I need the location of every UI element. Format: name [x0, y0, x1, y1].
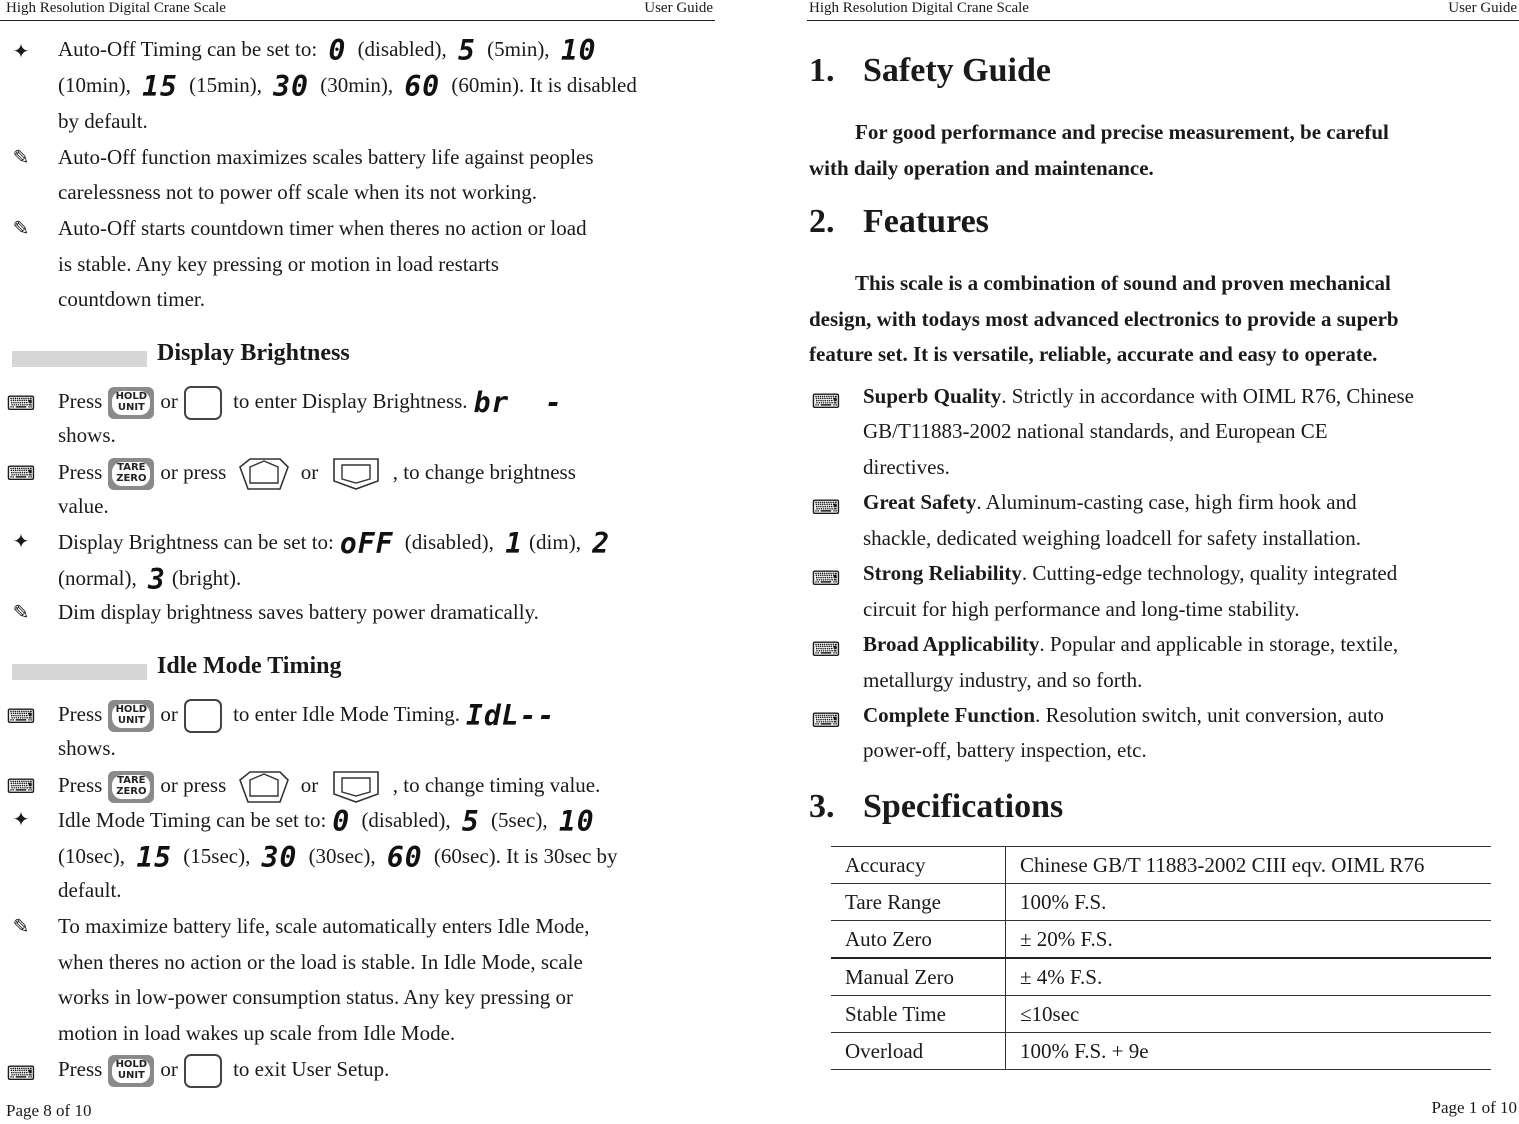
star-icon: ✦	[12, 39, 30, 63]
section-title: Idle Mode Timing	[157, 653, 342, 679]
tare-label: TARE	[117, 775, 146, 787]
tare-zero-label	[112, 775, 150, 799]
spec-key: Accuracy	[831, 847, 1006, 884]
feature-name: Complete Function	[863, 703, 1036, 727]
feature-item	[863, 631, 1398, 657]
autooff-line1	[58, 36, 603, 66]
enter-text: to enter Idle Mode Timing.	[233, 702, 461, 726]
autooff-t5: (5min),	[487, 37, 550, 61]
page-footer: Page 1 of 10	[1431, 1098, 1517, 1117]
feature-desc: . Cutting-edge technology, quality integrated	[1021, 561, 1398, 585]
change-text: , to change brightness	[392, 460, 576, 484]
idle-note3: works in low-power consumption status. Any key pressing or	[58, 985, 574, 1009]
brightness-shows: shows.	[58, 423, 116, 447]
spec-key: Auto Zero	[831, 921, 1006, 959]
keyboard-icon: ⌨	[6, 774, 36, 798]
tare-zero-button[interactable]	[108, 458, 154, 490]
or-text: or	[160, 1057, 178, 1081]
page-header	[0, 0, 715, 21]
specifications-table	[831, 846, 1491, 1070]
header-title: High Resolution Digital Crane Scale	[809, 0, 1029, 16]
header-title: High Resolution Digital Crane Scale	[6, 0, 226, 16]
feature-desc: . Resolution switch, unit conversion, auto	[1035, 703, 1384, 727]
header-guide: User Guide	[644, 0, 713, 16]
idle-press-line	[58, 697, 561, 731]
press-text: Press	[58, 389, 103, 413]
idle-t0: (disabled),	[361, 808, 451, 832]
idle-change-line	[58, 767, 600, 803]
heading-specifications	[809, 788, 1063, 826]
keyboard-icon: ⌨	[6, 461, 36, 485]
seg-digit: 0	[328, 34, 347, 68]
hold-unit-label	[112, 1059, 150, 1083]
pen-icon: ✎	[12, 216, 30, 240]
or-text: or	[300, 773, 319, 797]
brightness-setto-line	[58, 526, 616, 561]
brightness-dim-note: Dim display brightness saves battery power dramatically.	[58, 600, 539, 624]
feature-line: power-off, battery inspection, etc.	[863, 738, 1147, 762]
idle-t10: (10sec),	[58, 844, 126, 868]
spec-value: ± 4% F.S.	[1006, 958, 1492, 996]
idle-t30: (30sec),	[308, 844, 376, 868]
pen-icon: ✎	[12, 145, 30, 169]
idle-t5: (5sec),	[491, 808, 548, 832]
para-line: feature set. It is versatile, reliable, accurate and easy to operate.	[809, 342, 1378, 366]
feature-desc: . Strictly in accordance with OIML R76, Chinese	[1001, 384, 1415, 408]
keyboard-icon: ⌨	[811, 637, 841, 661]
autooff-t15: (15min),	[189, 73, 263, 97]
table-row	[831, 921, 1491, 959]
star-icon: ✦	[12, 807, 30, 831]
spec-key: Stable Time	[831, 996, 1006, 1033]
autooff-t60: (60min). It is disabled	[451, 73, 637, 97]
brightness-setto-line2	[58, 562, 242, 597]
keyboard-icon: ⌨	[6, 391, 36, 415]
feature-item	[863, 560, 1397, 586]
seg-digit: 1	[505, 527, 524, 561]
safety-paragraph	[809, 115, 1509, 186]
zero-label: ZERO	[116, 473, 147, 485]
section-title: Display Brightness	[157, 340, 350, 366]
seg-digit: 10	[558, 805, 595, 839]
normal-text: (normal),	[58, 566, 137, 590]
heading-number: 2.	[809, 203, 835, 240]
idle-t15: (15sec),	[183, 844, 251, 868]
left-page	[0, 0, 715, 1124]
feature-item	[863, 383, 1414, 409]
right-page	[807, 0, 1519, 1124]
spec-value: 100% F.S.	[1006, 884, 1492, 921]
up-arrow-button-icon[interactable]	[236, 770, 292, 804]
tare-zero-button[interactable]	[108, 771, 154, 803]
disabled-text: (disabled),	[404, 530, 494, 554]
para-line: design, with todays most advanced electronics to provide a superb	[809, 306, 1399, 331]
idle-note4: motion in load wakes up scale from Idle Mode.	[58, 1021, 456, 1045]
seg-code: br -	[473, 386, 563, 420]
unit-label: UNIT	[117, 402, 145, 414]
seg-digit: 15	[136, 841, 173, 875]
blank-button[interactable]	[184, 699, 222, 733]
seg-digit: 10	[560, 34, 597, 68]
autooff-note2c: countdown timer.	[58, 287, 205, 311]
section-bar	[12, 664, 147, 680]
seg-digit: 60	[386, 841, 423, 875]
seg-off: oFF	[339, 527, 394, 561]
idle-note1: To maximize battery life, scale automatically enters Idle Mode,	[58, 914, 590, 938]
hold-unit-button[interactable]	[108, 700, 154, 732]
up-arrow-button-icon[interactable]	[236, 457, 292, 491]
page-footer: Page 8 of 10	[6, 1101, 92, 1120]
para-line: with daily operation and maintenance.	[809, 155, 1154, 180]
autooff-note1b: carelessness not to power off scale when its not working.	[58, 180, 538, 204]
autooff-t30: (30min),	[320, 73, 394, 97]
idle-shows: shows.	[58, 736, 116, 760]
seg-digit: 3	[147, 563, 166, 597]
bright-text: (bright).	[171, 566, 242, 590]
seg-code: IdL--	[466, 699, 556, 733]
spec-value: ≤10sec	[1006, 996, 1492, 1033]
seg-digit: 5	[458, 34, 476, 68]
hold-unit-button[interactable]	[108, 387, 154, 419]
seg-digit: 30	[261, 841, 298, 875]
enter-text: to enter Display Brightness.	[233, 389, 468, 413]
exit-line	[58, 1052, 389, 1086]
seg-digit: 5	[461, 805, 480, 839]
feature-line: metallurgy industry, and so forth.	[863, 668, 1143, 692]
tare-label: TARE	[117, 462, 146, 474]
spec-value: ± 20% F.S.	[1006, 921, 1492, 959]
or-press-text: or press	[160, 460, 227, 484]
para-line: For good performance and precise measurement, be careful	[855, 120, 1389, 144]
press-text: Press	[58, 773, 103, 797]
or-press-text: or press	[160, 773, 227, 797]
brightness-value-text: value.	[58, 494, 109, 518]
unit-label: UNIT	[117, 715, 145, 727]
change-text: , to change timing value.	[392, 773, 601, 797]
dim-text: (dim),	[529, 530, 581, 554]
section-bar	[12, 351, 147, 367]
seg-digit: 2	[592, 527, 611, 561]
section-display-brightness	[12, 342, 412, 370]
feature-desc: . Aluminum-casting case, high firm hook and	[976, 490, 1357, 514]
table-row	[831, 996, 1491, 1033]
spec-key: Manual Zero	[831, 958, 1006, 996]
seg-digit: 15	[142, 70, 178, 104]
heading-number: 3.	[809, 788, 835, 825]
header-guide: User Guide	[1448, 0, 1517, 16]
blank-button[interactable]	[184, 386, 222, 420]
feature-name: Broad Applicability	[863, 632, 1040, 656]
autooff-note1a: Auto-Off function maximizes scales battery life against peoples	[58, 145, 594, 169]
autooff-t10: (10min),	[58, 73, 131, 97]
setto-text: Idle Mode Timing can be set to:	[58, 808, 327, 832]
press-text: Press	[58, 702, 103, 726]
page-header	[807, 0, 1519, 21]
tare-zero-label	[112, 462, 150, 486]
keyboard-icon: ⌨	[811, 495, 841, 519]
table-row	[831, 1033, 1491, 1070]
autooff-note2b: is stable. Any key pressing or motion in load restarts	[58, 252, 499, 276]
table-row	[831, 884, 1491, 921]
or-text: or	[160, 702, 178, 726]
hold-unit-label	[112, 704, 150, 728]
unit-label: UNIT	[117, 1070, 145, 1082]
feature-item	[863, 489, 1357, 515]
para-line: This scale is a combination of sound and proven mechanical	[855, 271, 1391, 295]
keyboard-icon: ⌨	[811, 708, 841, 732]
pen-icon: ✎	[12, 914, 30, 938]
features-paragraph	[809, 266, 1509, 373]
heading-features	[809, 203, 989, 241]
feature-name: Superb Quality	[863, 384, 1002, 408]
autooff-line3: by default.	[58, 109, 148, 133]
star-icon: ✦	[12, 529, 30, 553]
feature-item	[863, 702, 1384, 728]
seg-digit: 60	[404, 70, 441, 104]
brightness-change-line	[58, 454, 576, 490]
autooff-t0: (disabled),	[357, 37, 447, 61]
feature-line: circuit for high performance and long-time stability.	[863, 597, 1300, 621]
pen-icon: ✎	[12, 600, 30, 624]
hold-label: HOLD	[115, 1059, 148, 1071]
hold-label: HOLD	[115, 391, 148, 403]
autooff-text: Auto-Off Timing can be set to:	[58, 37, 323, 61]
down-arrow-button-icon[interactable]	[328, 457, 384, 491]
section-idle-mode	[12, 655, 412, 683]
hold-unit-button[interactable]	[108, 1055, 154, 1087]
press-text: Press	[58, 460, 103, 484]
press-text: Press	[58, 1057, 103, 1081]
heading-text: Safety Guide	[863, 52, 1051, 89]
seg-digit: 0	[332, 805, 351, 839]
brightness-press-line	[58, 384, 569, 418]
spec-key: Overload	[831, 1033, 1006, 1070]
setto-text: Display Brightness can be set to:	[58, 530, 334, 554]
feature-line: directives.	[863, 455, 950, 479]
keyboard-icon: ⌨	[811, 389, 841, 413]
spec-key: Tare Range	[831, 884, 1006, 921]
idle-default: default.	[58, 878, 122, 902]
autooff-line2	[58, 72, 637, 102]
keyboard-icon: ⌨	[6, 704, 36, 728]
table-row	[831, 847, 1491, 884]
table-row	[831, 958, 1491, 996]
heading-text: Specifications	[863, 788, 1064, 825]
spec-value: Chinese GB/T 11883-2002 CIII eqv. OIML R76	[1006, 847, 1492, 884]
autooff-note2a: Auto-Off starts countdown timer when theres no action or load	[58, 216, 587, 240]
feature-line: GB/T11883-2002 national standards, and European CE	[863, 419, 1328, 443]
idle-setto-line	[58, 804, 601, 839]
feature-name: Strong Reliability	[863, 561, 1022, 585]
or-text: or	[300, 460, 319, 484]
feature-line: shackle, dedicated weighing loadcell for safety installation.	[863, 526, 1361, 550]
hold-unit-label	[112, 391, 150, 415]
heading-text: Features	[863, 203, 989, 240]
exit-text: to exit User Setup.	[233, 1057, 390, 1081]
idle-t60: (60sec). It is 30sec by	[433, 844, 618, 868]
seg-digit: 30	[273, 70, 309, 104]
feature-desc: . Popular and applicable in storage, textile,	[1039, 632, 1399, 656]
idle-note2: when theres no action or the load is stable. In Idle Mode, scale	[58, 950, 583, 974]
keyboard-icon: ⌨	[811, 566, 841, 590]
or-text: or	[160, 389, 178, 413]
idle-setto-line2	[58, 840, 618, 875]
blank-button[interactable]	[184, 1054, 222, 1088]
heading-safety-guide	[809, 52, 1051, 90]
down-arrow-button-icon[interactable]	[328, 770, 384, 804]
feature-name: Great Safety	[863, 490, 977, 514]
keyboard-icon: ⌨	[6, 1061, 36, 1085]
heading-number: 1.	[809, 52, 835, 89]
hold-label: HOLD	[115, 704, 148, 716]
zero-label: ZERO	[116, 786, 147, 798]
spec-value: 100% F.S. + 9e	[1006, 1033, 1492, 1070]
